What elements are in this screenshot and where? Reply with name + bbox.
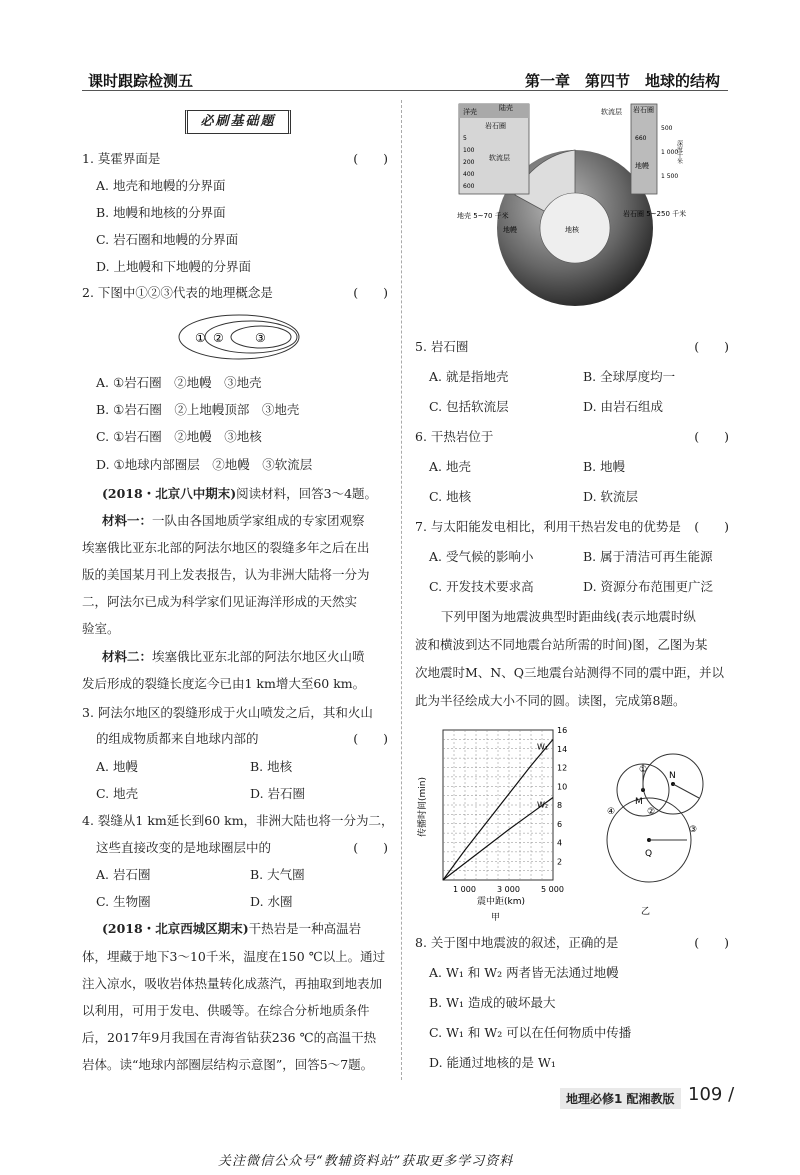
header-rule — [82, 90, 728, 91]
tick-660: 660 — [635, 135, 647, 142]
material3-line-3: 注入凉水，吸收岩体热量转化成蒸汽，再抽取到地表加 — [82, 976, 383, 991]
label-core: 地核 — [565, 226, 579, 234]
header-right-title: 第一章 第四节 地球的结构 — [525, 72, 721, 90]
page-number: 109 / — [688, 1084, 735, 1105]
y-tick-label: 12 — [557, 763, 568, 773]
q4-option-b: B. 大气圈 — [250, 867, 305, 882]
q2-option-c: C. ①岩石圈 ②地幔 ③地核 — [96, 429, 262, 444]
x-tick-label: 1 000 — [453, 885, 476, 894]
q7-option-d: D. 资源分布范围更广泛 — [583, 579, 714, 594]
y-tick-label: 8 — [557, 801, 563, 810]
q4-option-a: A. 岩石圈 — [96, 867, 151, 882]
q3-stem-1: 3. 阿法尔地区的裂缝形成于火山喷发之后，其和火山 — [82, 705, 373, 720]
q2-stem: 2. 下图中①②③代表的地理概念是 — [82, 285, 273, 300]
label-asthenosphere-right: 软流层 — [601, 108, 622, 116]
q1-option-a: A. 地壳和地幔的分界面 — [96, 178, 226, 193]
q4-option-c: C. 生物圈 — [96, 894, 151, 909]
material3-line-1 — [102, 920, 361, 937]
label-depth-unit: 深度千米 — [675, 140, 683, 164]
q2-answer-paren: ( ) — [353, 285, 388, 300]
q6-option-a: A. 地壳 — [429, 459, 471, 474]
q7-option-b: B. 属于清洁可再生能源 — [583, 549, 713, 564]
series-label-2: W₂ — [537, 800, 549, 810]
q7-stem: 7. 与太阳能发电相比，利用干热岩发电的优势是 — [415, 519, 681, 534]
q6-answer-paren: ( ) — [694, 429, 729, 444]
q5-option-a: A. 就是指地壳 — [429, 369, 509, 384]
label-ocean-crust: 洋壳 — [463, 108, 477, 116]
section-banner: 必刷基础题 — [185, 110, 291, 134]
q1-option-d: D. 上地幔和下地幔的分界面 — [96, 259, 252, 274]
intro8-line-2: 波和横波到达不同地震台站所需的时间)图，乙图为某 — [415, 637, 708, 652]
material3-line-5: 后，2017年9月我国在青海省钻获236 ℃的高温干热 — [82, 1030, 377, 1045]
label-asthenosphere: 软流层 — [489, 154, 510, 162]
q4-stem-1: 4. 裂缝从1 km延长到60 km，非洲大陆也将一分为二， — [82, 813, 394, 828]
material1-line-3: 版的美国某月刊上发表报告，认为非洲大陆将一分为 — [82, 567, 370, 582]
seismic-station-circles — [595, 738, 730, 923]
seismic-time-distance-chart — [415, 722, 590, 927]
bottom-notice: 关注微信公众号“教辅资料站”获取更多学习资料 — [218, 1154, 514, 1169]
label-land-crust: 陆壳 — [499, 104, 513, 112]
point-4-label: ④ — [607, 807, 616, 817]
figure-yi-title: 乙 — [641, 907, 651, 917]
chart-x-label: 震中距(km) — [477, 897, 526, 907]
q4-option-d: D. 水圈 — [250, 894, 293, 909]
material3-line-2: 体，埋藏于地下3～10千米，温度在150 ℃以上。通过 — [82, 949, 386, 964]
tick-1000: 1 000 — [661, 149, 679, 156]
label-mantle: 地幔 — [503, 226, 517, 234]
q6-option-b: B. 地幔 — [583, 459, 626, 474]
material2-line-2: 发后形成的裂缝长度迄今已由1 km增大至60 km。 — [82, 676, 366, 691]
ellipse-label-1: ① — [195, 331, 206, 345]
q8-option-d: D. 能通过地核的是 W₁ — [429, 1055, 556, 1070]
point-1-label: ① — [639, 765, 648, 775]
material1-line-2: 埃塞俄比亚东北部的阿法尔地区的裂缝多年之后在出 — [82, 540, 370, 555]
station-m-label: M — [635, 797, 643, 807]
x-tick-label: 3 000 — [497, 885, 520, 894]
material-intro — [102, 485, 377, 502]
tick-200: 200 — [463, 159, 475, 166]
q4-answer-paren: ( ) — [353, 840, 388, 855]
q8-option-c: C. W₁ 和 W₂ 可以在任何物质中传播 — [429, 1025, 632, 1040]
y-tick-label: 4 — [557, 838, 563, 848]
material1-line-5: 验室。 — [82, 621, 120, 636]
material1-line-4: 二，阿法尔已成为科学家们见证海洋形成的天然实 — [82, 594, 358, 609]
header-left-title: 课时跟踪检测五 — [88, 72, 194, 90]
q4-stem-2: 这些直接改变的是地球圈层中的 — [96, 840, 272, 855]
q8-stem: 8. 关于图中地震波的叙述，正确的是 — [415, 935, 619, 950]
y-tick-label: 10 — [557, 782, 568, 792]
q1-option-b: B. 地幔和地核的分界面 — [96, 205, 226, 220]
q5-option-b: B. 全球厚度均一 — [583, 369, 676, 384]
chart-y-ticks — [557, 726, 567, 866]
chart-y-label: 传播时间(min) — [418, 777, 428, 837]
q2-option-b: B. ①岩石圈 ②上地幔顶部 ③地壳 — [96, 402, 300, 417]
q8-option-b: B. W₁ 造成的破坏最大 — [429, 995, 556, 1010]
tick-5: 5 — [463, 135, 467, 142]
earth-structure-figure — [455, 100, 695, 315]
q5-option-d: D. 由岩石组成 — [583, 399, 664, 414]
chart-title: 甲 — [491, 913, 501, 923]
q3-option-b: B. 地核 — [250, 759, 293, 774]
material1-line-1 — [102, 512, 365, 529]
material3-text-0: 干热岩是一种高温岩 — [248, 921, 362, 936]
material3-line-4: 以利用，可用于发电、供暖等。在综合分析地质条件 — [82, 1003, 370, 1018]
q7-option-c: C. 开发技术要求高 — [429, 579, 534, 594]
q5-answer-paren: ( ) — [694, 339, 729, 354]
crust-block-right — [631, 104, 657, 194]
q7-option-a: A. 受气候的影响小 — [429, 549, 534, 564]
q6-option-c: C. 地核 — [429, 489, 472, 504]
material2-label: 材料二： — [102, 649, 153, 664]
tick-100: 100 — [463, 147, 475, 154]
label-mantle-right: 地幔 — [635, 162, 649, 170]
station-q-label: Q — [645, 849, 653, 859]
material-source: (2018・北京八中期末) — [102, 486, 237, 501]
material2-text-0: 埃塞俄比亚东北部的阿法尔地区火山喷 — [152, 649, 365, 664]
q3-answer-paren: ( ) — [353, 731, 388, 746]
tick-600: 600 — [463, 183, 475, 190]
point-3-label: ③ — [689, 825, 698, 835]
material1-label: 材料一： — [102, 513, 153, 528]
intro8-line-4: 此为半径绘成大小不同的圆。读图，完成第8题。 — [415, 693, 686, 708]
y-tick-label: 16 — [557, 726, 568, 735]
tick-1500: 1 500 — [661, 173, 679, 180]
station-n-label: N — [669, 771, 676, 781]
q1-stem: 1. 莫霍界面是 — [82, 151, 161, 166]
y-tick-label: 2 — [557, 857, 563, 867]
y-tick-label: 14 — [557, 744, 568, 754]
q5-stem: 5. 岩石圈 — [415, 339, 469, 354]
q6-option-d: D. 软流层 — [583, 489, 639, 504]
material2-line-1 — [102, 648, 365, 665]
chart-x-ticks — [453, 885, 564, 894]
column-divider — [401, 100, 402, 1080]
q1-answer-paren: ( ) — [353, 151, 388, 166]
q3-option-a: A. 地幔 — [96, 759, 138, 774]
q3-option-d: D. 岩石圈 — [250, 786, 306, 801]
q5-option-c: C. 包括软流层 — [429, 399, 509, 414]
footer-book-tag: 地理必修1 配湘教版 — [560, 1088, 681, 1109]
label-lithosphere-right: 岩石圈 — [633, 106, 654, 114]
q8-answer-paren: ( ) — [694, 935, 729, 950]
q2-option-a: A. ①岩石圈 ②地幔 ③地壳 — [96, 375, 262, 390]
material1-text-0: 一队由各国地质学家组成的专家团观察 — [152, 513, 365, 528]
q3-option-c: C. 地壳 — [96, 786, 139, 801]
material3-source: (2018・北京西城区期末) — [102, 921, 249, 936]
q6-stem: 6. 干热岩位于 — [415, 429, 494, 444]
q2-option-d: D. ①地球内部圈层 ②地幔 ③软流层 — [96, 457, 313, 472]
material-instruction: 阅读材料，回答3～4题。 — [236, 486, 378, 501]
tick-400: 400 — [463, 171, 475, 178]
q7-answer-paren: ( ) — [694, 519, 729, 534]
label-crust-thickness: 地壳 5~70 千米 — [457, 212, 509, 220]
q8-option-a: A. W₁ 和 W₂ 两者皆无法通过地幔 — [429, 965, 619, 980]
material3-line-6: 岩体。读“地球内部圈层结构示意图”，回答5～7题。 — [82, 1057, 374, 1072]
intro8-line-3: 次地震时M、N、Q三地震台站测得不同的震中距，并以 — [415, 665, 724, 680]
point-2-label: ② — [647, 807, 656, 817]
ellipse-label-3: ③ — [255, 331, 266, 345]
series-label-1: W₁ — [537, 742, 549, 752]
tick-500: 500 — [661, 125, 673, 132]
q3-stem-2: 的组成物质都来自地球内部的 — [96, 731, 259, 746]
nested-ellipse-diagram — [177, 312, 302, 362]
y-tick-label: 6 — [557, 819, 563, 829]
q1-option-c: C. 岩石圈和地幔的分界面 — [96, 232, 239, 247]
intro8-line-1: 下列甲图为地震波典型时距曲线(表示地震时纵 — [441, 609, 696, 624]
label-lithosphere: 岩石圈 — [485, 122, 506, 130]
radius-n — [673, 784, 699, 798]
label-litho-thickness: 岩石圈 5~250 千米 — [623, 210, 687, 218]
x-tick-label: 5 000 — [541, 885, 564, 894]
ellipse-label-2: ② — [213, 331, 224, 345]
